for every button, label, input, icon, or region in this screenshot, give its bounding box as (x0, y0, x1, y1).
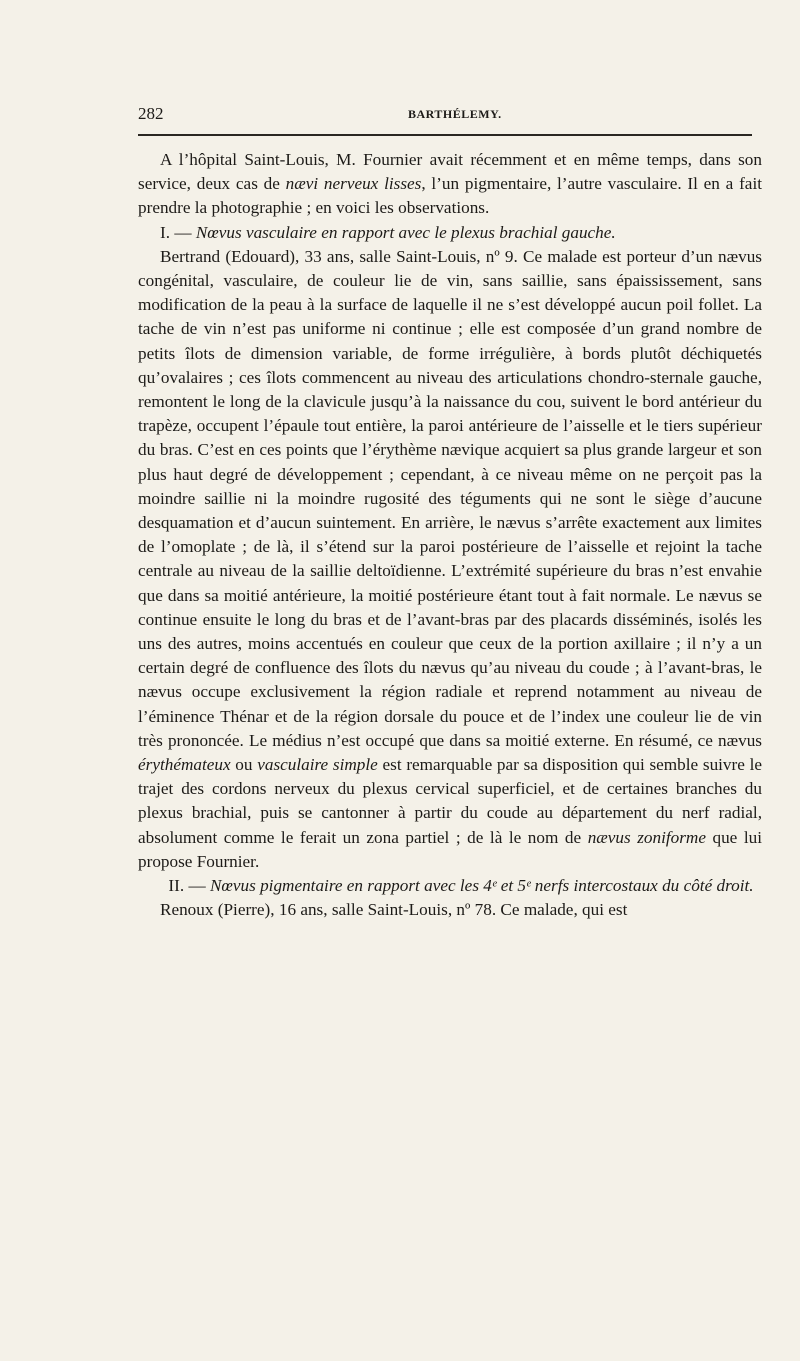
section-1-heading: I. — Nœvus vasculaire en rapport avec le plexus brachial gauche. (160, 222, 616, 242)
section-1-paragraph: Bertrand (Edouard), 33 ans, salle Saint-Louis, nº 9. Ce malade est porteur d’un nævus congénital, vasculaire, de couleur lie de vin, sans saillie, sans épaississement, sans modification de la peau à la surface de laquelle il ne s’est développé aucun poil follet. La tache de vin n’est pas uniforme ni continue ; elle est composée d’un grand nombre de petits îlots de dimension variable, de forme irrégulière, à bords plutôt déchiquetés qu’ovalaires ; ces îlots commencent au niveau des articulations chondro-sternale gauche, remontent le long de la clavicule jusqu’à la naissance du cou, suivent le bord antérieur du trapèze, occupent l’épaule tout entière, la paroi antérieure de l’aisselle et le tiers supérieur du bras. C’est en ces points que l’érythème nævique acquiert sa plus grande largeur et son plus haut degré de développement ; cependant, à ce niveau même on ne perçoit pas la moindre saillie ni la moindre rugosité des téguments qui ne sont le siège d’aucune desquamation et d’aucun suintement. En arrière, le nævus s’arrête exactement aux limites de l’omoplate ; de là, il s’étend sur la paroi postérieure de l’aisselle et rejoint la tache centrale au niveau de la saillie deltoïdienne. L’extrémité supérieure du bras n’est envahie que dans sa moitié antérieure, la moitié postérieure étant tout à fait normale. Le nævus se continue ensuite le long du bras et de l’avant-bras par des placards disséminés, isolés les uns des autres, moins accentués en couleur que ceux de la portion axillaire ; il n’y a un certain degré de confluence des îlots du nævus qu’au niveau du coude ; à l’avant-bras, le nævus occupe exclusivement la région radiale et reprend notamment au niveau de l’éminence Thénar et de la région dorsale du pouce et de l’index une couleur lie de vin très prononcée. Le médius n’est occupé que dans sa moitié externe. En résumé, ce nævus érythémateux ou vasculaire simple est remarquable par sa disposition qui semble suivre le trajet des cordons nerveux du plexus cervical superficiel, et de certaines branches du plexus brachial, puis se cantonner à partir du coude au département du nerf radial, absolument comme le ferait un zona partiel ; de là le nom de nævus zoniforme que lui propose Fournier. (138, 246, 763, 871)
page-number: 282 (138, 104, 164, 123)
header-rule (138, 134, 752, 136)
section-1-title: Nœvus vasculaire en rapport avec le plexus brachial gauche. (195, 222, 616, 242)
page-header (138, 104, 752, 128)
body-text (138, 148, 762, 923)
section-2-title: Nœvus pigmentaire en rapport avec les 4ᵉ et 5ᵉ nerfs intercostaux du côté droit. (209, 876, 754, 896)
running-head: BARTHÉLEMY. (408, 107, 502, 121)
intro-italic: nævi nerveux lisses (285, 174, 422, 194)
intro-paragraph: A l’hôpital Saint-Louis, M. Fournier avait récemment et en même temps, dans son service, deux cas de nævi nerveux lisses, l’un pigmentaire, l’autre vasculaire. Il en a fait prendre la photographie ; en voici les observations. (138, 150, 762, 218)
section-2-heading: II. — Nœvus pigmentaire en rapport avec les 4ᵉ et 5ᵉ nerfs intercostaux du côté droit. (168, 876, 754, 896)
section-2-paragraph: Renoux (Pierre), 16 ans, salle Saint-Louis, nº 78. Ce malade, qui est (160, 900, 628, 920)
